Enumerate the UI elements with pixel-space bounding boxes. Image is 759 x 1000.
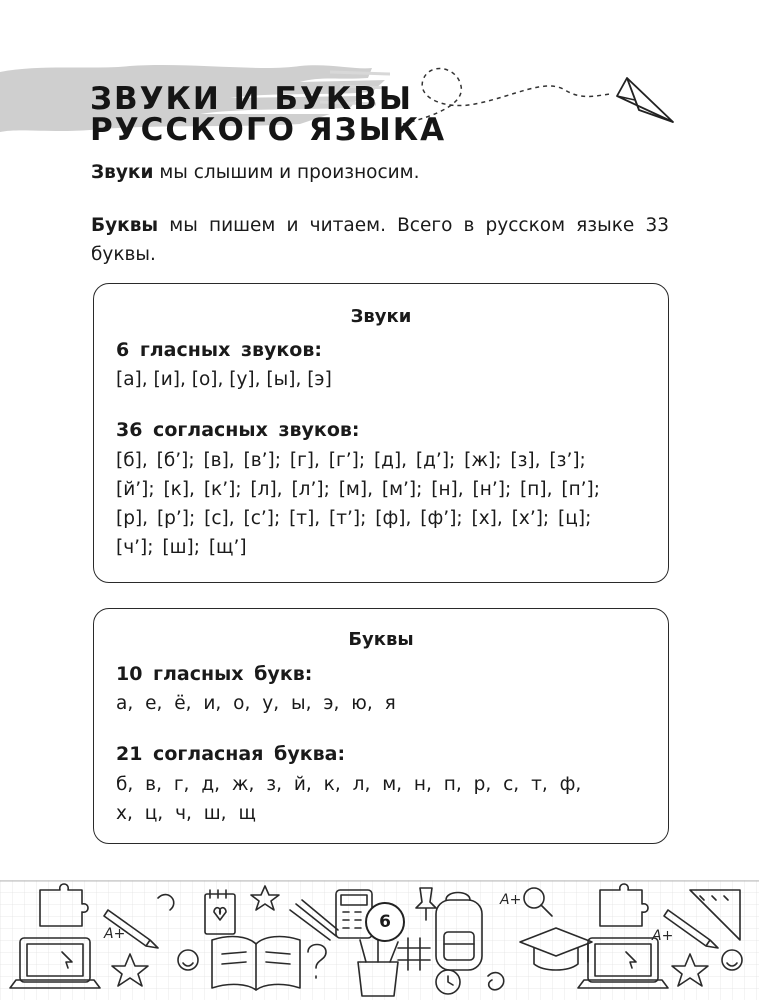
intro-sounds-term: Звуки: [91, 162, 154, 183]
a-plus-text: A+: [500, 892, 522, 908]
page-number: 6: [365, 902, 405, 942]
vowel-letters-list: а, е, ё, и, о, у, ы, э, ю, я: [116, 693, 396, 714]
consonant-letters-line: б, в, г, д, ж, з, й, к, л, м, н, п, р, с, т, ф,: [116, 774, 582, 795]
letters-box-title: Буквы: [348, 629, 414, 650]
intro-sounds: [91, 158, 669, 187]
a-plus-text: A+: [104, 926, 126, 942]
consonant-sounds-line: [р], [р’]; [с], [с’]; [т], [т’]; [ф], [ф’]; [х], [х’]; [ц];: [116, 508, 592, 529]
page-title: [90, 81, 447, 148]
sounds-box-title: Звуки: [350, 306, 412, 327]
vowel-letters-heading: 10 гласных букв:: [116, 663, 313, 685]
consonant-sounds-line: [ч’]; [ш]; [щ’]: [116, 537, 247, 558]
intro-letters-text: мы пишем и читаем. Всего в русском языке 33 буквы.: [91, 215, 669, 265]
letters-box: [93, 608, 669, 844]
consonant-letters-heading: 21 согласная буква:: [116, 743, 346, 765]
vowel-sounds-heading: 6 гласных звуков:: [116, 339, 322, 361]
intro-sounds-text: мы слышим и произносим.: [153, 162, 420, 183]
a-plus-text: A+: [652, 928, 674, 944]
consonant-sounds-line: [й’]; [к], [к’]; [л], [л’]; [м], [м’]; [н], [н’]; [п], [п’];: [116, 479, 600, 500]
title-line-2: РУССКОГО ЯЗЫКА: [90, 112, 447, 148]
consonant-letters-line: х, ц, ч, ш, щ: [116, 803, 256, 824]
sounds-box: [93, 283, 669, 583]
intro-letters: [91, 211, 669, 269]
consonant-sounds-line: [б], [б’]; [в], [в’]; [г], [г’]; [д], [д’]; [ж]; [з], [з’];: [116, 450, 586, 471]
intro-letters-term: Буквы: [91, 215, 159, 236]
consonant-sounds-heading: 36 согласных звуков:: [116, 419, 360, 441]
vowel-sounds-list: [а], [и], [о], [у], [ы], [э]: [116, 369, 332, 390]
title-line-1: ЗВУКИ И БУКВЫ: [90, 81, 413, 117]
